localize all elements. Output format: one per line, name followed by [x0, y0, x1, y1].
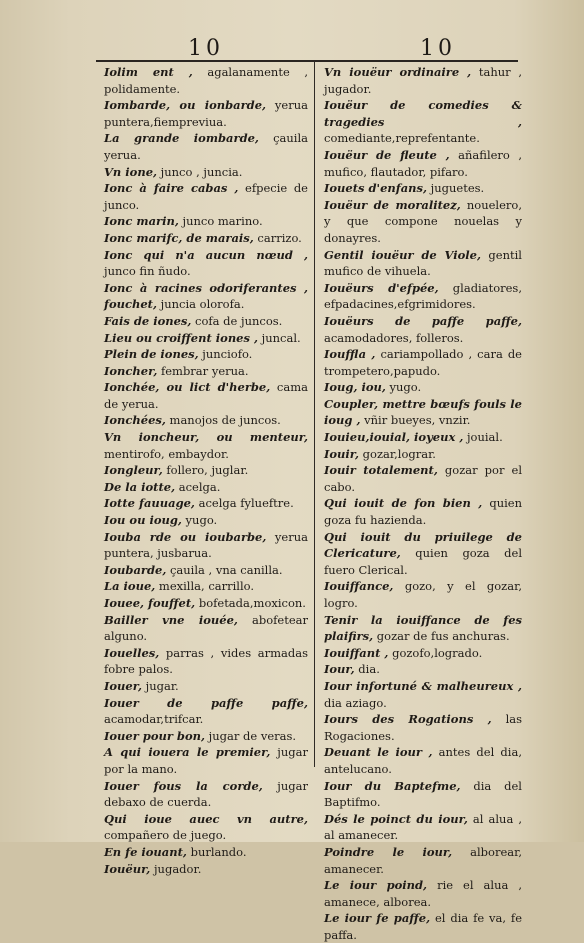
entry-headword: Iouëur de comedies & tragedies ,	[324, 98, 522, 129]
entry-translation: bofetada,moxicon.	[195, 596, 306, 610]
entry-headword: Iouee, fouffet,	[104, 596, 196, 610]
entry-translation: parras , vides armadas fobre palos.	[104, 645, 308, 677]
entry-headword: Iouëur,	[104, 861, 151, 876]
entry-headword: Qui iouit de fon bien ,	[324, 496, 483, 511]
entry-headword: Ionc qui n'a aucun nœud ,	[104, 247, 308, 262]
entry-headword: Iouiffant ,	[324, 645, 389, 660]
dictionary-entry	[104, 462, 308, 479]
entry-translation: dia aziago.	[324, 695, 387, 710]
entry-headword: Lieu ou croiffent iones ,	[104, 330, 258, 345]
entry-translation: alborear, amanecer.	[324, 844, 522, 876]
dictionary-entry	[324, 778, 522, 811]
entry-headword: Iouëur de moralitez,	[324, 197, 461, 212]
entry-translation: compañero de juego.	[104, 828, 227, 843]
dictionary-entry	[104, 578, 308, 595]
dictionary-entry	[104, 230, 308, 247]
entry-translation: quien goza fu hazienda.	[324, 496, 522, 528]
entry-headword: Ioubarde,	[104, 562, 167, 577]
dictionary-entry	[324, 396, 522, 429]
entry-translation: manojos de juncos.	[165, 413, 281, 428]
entry-headword: Ioncher,	[104, 363, 158, 378]
entry-translation: agalanamente , polidamente.	[104, 65, 308, 96]
dictionary-entry	[104, 164, 308, 181]
entry-headword: Vn iouëur ordinaire ,	[324, 65, 472, 79]
entry-headword: Iouffla ,	[324, 347, 376, 362]
entry-headword: Iours des Rogations ,	[324, 712, 492, 727]
entry-translation: antes del dia, antelucano.	[324, 745, 522, 776]
entry-translation: nouelero, y que compone nouelas y donayres.	[324, 197, 522, 245]
dictionary-entry	[324, 661, 522, 678]
entry-translation: junciofo.	[198, 347, 253, 362]
dictionary-entry	[104, 180, 308, 213]
dictionary-entry	[324, 313, 522, 346]
entry-translation: gozofo,logrado.	[388, 645, 483, 660]
entry-translation: vñir bueyes, vnzir.	[360, 413, 471, 428]
entry-headword: A qui iouera le premier,	[104, 745, 271, 760]
entry-headword: Iouelles,	[104, 645, 160, 660]
entry-headword: Ionc à faire cabas ,	[104, 181, 239, 196]
entry-headword: Iouba rde ou ioubarbe,	[104, 529, 267, 544]
dictionary-entry	[324, 529, 522, 579]
entry-translation: jugar.	[141, 678, 179, 693]
entry-headword: Iouer fous la corde,	[104, 778, 263, 793]
entry-translation: junco fin ñudo.	[104, 264, 191, 279]
entry-translation: cofa de juncos.	[191, 313, 283, 328]
dictionary-entry	[104, 695, 308, 728]
entry-headword: Dés le poinct du iour,	[324, 811, 468, 826]
entry-headword: Iouieu,iouial, ioyeux ,	[324, 430, 464, 445]
entry-translation: gozar por el cabo.	[324, 463, 522, 494]
entry-translation: acelga fylueftre.	[194, 496, 294, 511]
dictionary-entry	[324, 744, 522, 777]
dictionary-entry	[324, 495, 522, 528]
entry-translation: yugo.	[385, 380, 422, 395]
dictionary-entry	[104, 379, 308, 412]
entry-translation: juguetes.	[427, 181, 485, 196]
entry-translation: gozar,lograr.	[359, 446, 436, 461]
entry-translation: juncia olorofa.	[156, 297, 245, 312]
dictionary-entry	[324, 97, 522, 147]
entry-headword: Iouer pour bon,	[104, 728, 206, 743]
dictionary-entry	[104, 130, 308, 163]
entry-headword: De la iotte,	[104, 479, 176, 494]
page-number-left: 10	[188, 36, 224, 61]
entry-headword: La grande iombarde,	[104, 131, 259, 146]
dictionary-entry	[104, 363, 308, 380]
entry-translation: acelga.	[175, 479, 221, 494]
entry-translation: acamodar,trifcar.	[104, 712, 204, 727]
entry-headword: Ionchées,	[104, 413, 166, 428]
dictionary-entry	[104, 861, 308, 878]
dictionary-entry	[104, 811, 308, 844]
entry-headword: Iouëurs de paffe paffe,	[324, 313, 522, 328]
entry-translation: yugo.	[181, 513, 218, 528]
dictionary-entry	[324, 711, 522, 744]
dictionary-entry	[324, 578, 522, 611]
entry-translation: junco , juncia.	[157, 164, 243, 179]
dictionary-entry	[324, 462, 522, 495]
entry-translation: çauila yerua.	[104, 131, 309, 162]
entry-headword: En fe iouant,	[104, 844, 187, 859]
entry-translation: cama de yerua.	[104, 380, 308, 411]
entry-translation: gentil mufico de vihuela.	[324, 247, 522, 279]
dictionary-entry	[104, 728, 308, 745]
dictionary-entry	[104, 330, 308, 347]
entry-translation: yerua puntera,fiempreviua.	[104, 98, 308, 129]
entry-translation: dia del Baptifmo.	[324, 778, 522, 810]
entry-translation: acamodadores, folleros.	[324, 330, 464, 345]
entry-translation: jugar por la mano.	[104, 745, 308, 776]
entry-translation: al alua , al amanecer.	[324, 811, 523, 843]
entry-headword: Deuant le iour ,	[324, 745, 433, 760]
entry-translation: abofetear alguno.	[104, 612, 308, 644]
entry-translation: rie el alua , amanece, alborea.	[324, 878, 522, 909]
entry-translation: añafilero , mufico, flautador, pifaro.	[324, 147, 522, 179]
dictionary-entry	[324, 180, 522, 197]
dictionary-entry	[104, 247, 308, 280]
dictionary-entry	[104, 595, 308, 612]
dictionary-entry	[104, 562, 308, 579]
entry-translation: mentirofo, embaydor.	[104, 446, 229, 461]
dictionary-entry	[324, 64, 522, 97]
column-divider	[314, 62, 315, 767]
entry-translation: çauila , vna canilla.	[166, 562, 283, 577]
dictionary-entry	[324, 844, 522, 877]
entry-headword: La ioue,	[104, 579, 156, 594]
dictionary-entry	[104, 412, 308, 429]
entry-headword: Ionchée, ou lict d'herbe,	[104, 380, 271, 395]
dictionary-entry	[324, 910, 522, 943]
dictionary-entry	[104, 512, 308, 529]
entry-translation: follero, juglar.	[162, 463, 249, 478]
dictionary-entry	[324, 429, 522, 446]
entry-translation: burlando.	[186, 844, 247, 859]
dictionary-entry	[324, 645, 522, 662]
entry-translation: comediante,reprefentante.	[324, 131, 480, 146]
entry-headword: Fais de iones,	[104, 313, 192, 328]
dictionary-entry	[104, 612, 308, 645]
entry-headword: Tenir la iouiffance de fes plaifirs,	[324, 612, 522, 644]
entry-translation: carrizo.	[253, 230, 302, 245]
entry-headword: Iouëur de fleute ,	[324, 147, 450, 162]
entry-headword: Iongleur,	[104, 463, 163, 478]
entry-headword: Poindre le iour,	[324, 844, 453, 859]
entry-translation: el dia fe va, fe paffa.	[324, 911, 522, 942]
entry-translation: efpecie de junco.	[104, 181, 308, 212]
entry-translation: las Rogaciones.	[324, 712, 523, 743]
entry-translation: jugar debaxo de cuerda.	[104, 778, 308, 810]
entry-translation: gozo, y el gozar, logro.	[324, 579, 522, 610]
dictionary-entry	[324, 678, 522, 711]
entry-headword: Ionc marin,	[104, 214, 179, 229]
dictionary-entry	[324, 197, 522, 247]
dictionary-entry	[104, 313, 308, 330]
entry-headword: Coupler, mettre bœufs fouls le ioug ,	[324, 396, 522, 428]
dictionary-entry	[324, 147, 522, 180]
entry-translation: jugador.	[150, 861, 202, 876]
page-number-right: 10	[420, 36, 456, 61]
entry-headword: Bailler vne iouée,	[104, 612, 238, 627]
entry-translation: gozar de fus anchuras.	[373, 629, 510, 644]
dictionary-entry	[104, 844, 308, 861]
dictionary-entry	[324, 446, 522, 463]
entry-headword: Gentil iouëur de Viole,	[324, 247, 481, 262]
entry-headword: Iour,	[324, 662, 355, 677]
dictionary-entry	[324, 612, 522, 645]
left-column	[104, 64, 308, 877]
dictionary-entry	[104, 744, 308, 777]
entry-headword: Iouer,	[104, 678, 142, 693]
dictionary-entry	[104, 429, 308, 462]
entry-headword: Iombarde, ou ionbarde,	[104, 98, 267, 113]
entry-translation: junco marino.	[178, 214, 263, 229]
entry-translation: dia.	[354, 662, 380, 677]
dictionary-entry	[324, 877, 522, 910]
dictionary-entry	[104, 346, 308, 363]
dictionary-entry	[104, 678, 308, 695]
entry-headword: Iouets d'enfans,	[324, 181, 427, 196]
dictionary-entry	[104, 64, 308, 97]
entry-headword: Le iour fe paffe,	[324, 911, 431, 926]
entry-headword: Iouëurs d'efpée,	[324, 280, 439, 295]
dictionary-entry	[104, 529, 308, 562]
entry-headword: Ionc marifc, de marais,	[104, 230, 254, 245]
entry-translation: mexilla, carrillo.	[155, 579, 255, 594]
entry-translation: tahur , jugador.	[324, 65, 522, 96]
entry-translation: juncal.	[257, 330, 301, 345]
dictionary-entry	[104, 213, 308, 230]
entry-headword: Iolim ent ,	[104, 65, 193, 79]
entry-headword: Iouiffance,	[324, 579, 394, 594]
dictionary-entry	[104, 645, 308, 678]
entry-translation: fembrar yerua.	[157, 363, 249, 378]
entry-translation: cariampollado , cara de trompetero,papudo.	[324, 347, 522, 378]
entry-translation: jugar de veras.	[205, 728, 297, 743]
entry-headword: Vn ioncheur, ou menteur,	[104, 430, 308, 445]
dictionary-entry	[324, 379, 522, 396]
entry-headword: Iouir,	[324, 446, 360, 461]
entry-headword: Plein de iones,	[104, 347, 199, 362]
entry-headword: Iouir totalement,	[324, 463, 438, 478]
dictionary-entry	[104, 280, 308, 313]
entry-translation: gladiatores, efpadacines,efgrimidores.	[324, 280, 522, 312]
dictionary-entry	[104, 778, 308, 811]
entry-headword: Qui ioue auec vn autre,	[104, 811, 308, 826]
entry-translation: jouial.	[463, 430, 503, 445]
dictionary-entry	[324, 811, 522, 844]
dictionary-entry	[104, 479, 308, 496]
entry-translation: quien goza del fuero Clerical.	[324, 546, 522, 577]
right-column	[324, 64, 522, 943]
dictionary-entry	[104, 495, 308, 512]
dictionary-entry	[324, 346, 522, 379]
entry-headword: Ionc à racines odoriferantes , fouchet,	[104, 280, 308, 312]
dictionary-entry	[324, 247, 522, 280]
entry-headword: Iour du Baptefme,	[324, 778, 461, 793]
dictionary-entry	[104, 97, 308, 130]
entry-headword: Iour infortuné & malheureux ,	[324, 678, 522, 693]
entry-headword: Iou ou ioug,	[104, 513, 182, 528]
entry-headword: Iouer de paffe paffe,	[104, 695, 308, 710]
entry-headword: Qui iouit du priuilege de Clericature,	[324, 529, 522, 561]
entry-headword: Le iour poind,	[324, 878, 428, 893]
dictionary-entry	[324, 280, 522, 313]
entry-translation: yerua puntera, jusbarua.	[104, 529, 308, 561]
page-header	[96, 36, 518, 62]
entry-headword: Vn ione,	[104, 164, 158, 179]
entry-headword: Ioug, iou,	[324, 380, 386, 395]
entry-headword: Iotte fauuage,	[104, 496, 195, 511]
